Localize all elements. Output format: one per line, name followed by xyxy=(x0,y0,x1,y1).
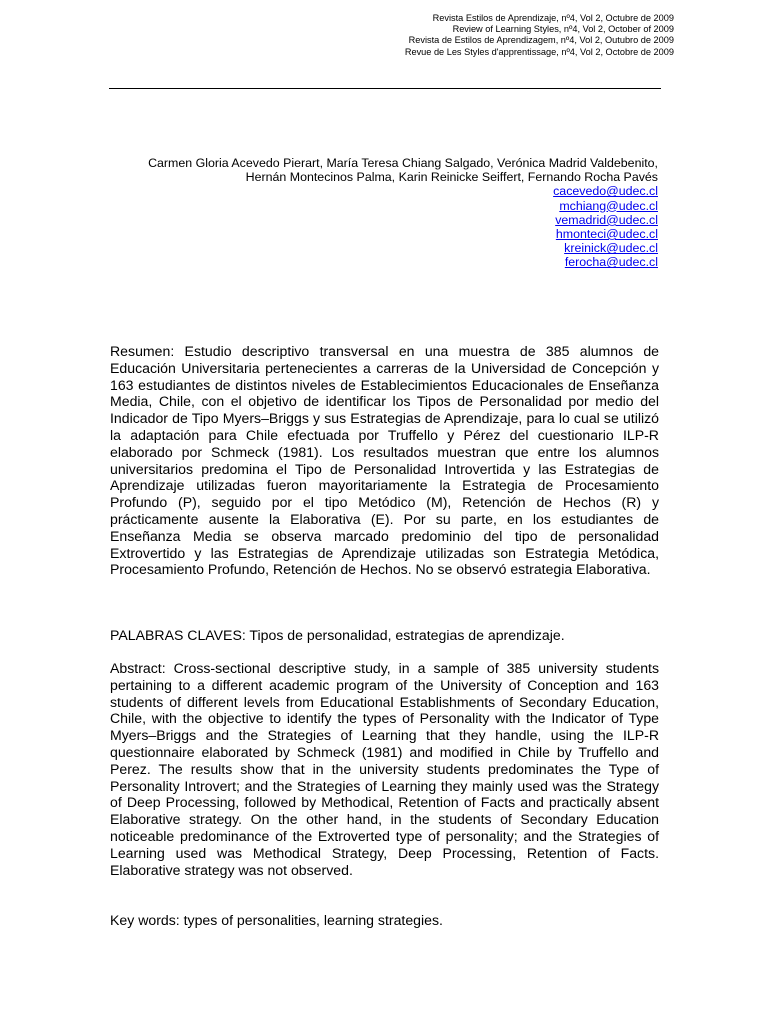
key-words-paragraph: Key words: types of personalities, learning strategies. xyxy=(110,912,443,928)
header-line-fr: Revue de Les Styles d'apprentissage, nº4, Vol 2, Octobre de 2009 xyxy=(404,46,674,57)
resumen-paragraph: Resumen: Estudio descriptivo transversal en una muestra de 385 alumnos de Educación Universitaria pertenecientes a carreras de la Universidad de Concepción y 163 estudiantes de distintos niveles de Establecimientos Educacionales de Enseñanza Media, Chile, con el objetivo de identificar los Tipos de Personalidad por medio del Indicador de Tipo Myers–Briggs y sus Estrategias de Aprendizaje, para lo cual se utilizó la adaptación para Chile efectuada por Truffello y Pérez del cuestionario ILP-R elaborado por Schmeck (1981). Los resultados muestran que entre los alumnos universitarios predomina el Tipo de Personalidad Introvertida y las Estrategias de Aprendizaje utilizadas fueron mayoritariamente la Estrategia de Procesamiento Profundo (P), seguido por el tipo Metódico (M), Retención de Hechos (R) y prácticamente ausente la Elaborativa (E). Por su parte, en los estudiantes de Enseñanza Media se observa marcado predominio del tipo de personalidad Extrovertido y las Estrategias de Aprendizaje utilizadas son Estrategia Metódica, Procesamiento Profundo, Retención de Hechos. No se observó estrategia Elaborativa. xyxy=(110,343,659,578)
header-divider xyxy=(109,88,661,89)
email-link[interactable]: mchiang@udec.cl xyxy=(559,198,658,213)
author-block xyxy=(58,156,658,270)
palabras-claves-section xyxy=(110,627,659,644)
resumen-section xyxy=(110,343,659,578)
key-words-section xyxy=(110,912,659,929)
author-names-line-1: Carmen Gloria Acevedo Pierart, María Teresa Chiang Salgado, Verónica Madrid Valdebenito, xyxy=(148,156,658,170)
palabras-claves-paragraph: PALABRAS CLAVES: Tipos de personalidad, estrategias de aprendizaje. xyxy=(110,627,565,643)
header-line-pt: Revista de Estilos de Aprendizagem, nº4, Vol 2, Outubro de 2009 xyxy=(408,35,674,46)
email-link[interactable]: hmonteci@udec.cl xyxy=(555,227,658,242)
email-link[interactable]: kreinick@udec.cl xyxy=(564,241,658,256)
email-link[interactable]: vemadrid@udec.cl xyxy=(555,212,658,227)
author-names-line-2: Hernán Montecinos Palma, Karin Reinicke Seiffert, Fernando Rocha Pavés xyxy=(245,170,658,185)
header-line-en: Review of Learning Styles, nº4, Vol 2, October of 2009 xyxy=(452,24,674,35)
header-line-es: Revista Estilos de Aprendizaje, nº4, Vol 2, Octubre de 2009 xyxy=(432,13,674,23)
email-link[interactable]: ferocha@udec.cl xyxy=(564,255,658,270)
abstract-section xyxy=(110,660,659,878)
email-link[interactable]: cacevedo@udec.cl xyxy=(553,184,658,199)
abstract-paragraph: Abstract: Cross-sectional descriptive study, in a sample of 385 university students pertaining to a different academic program of the University of Conception and 163 students of different levels from Educational Establishments of Secondary Education, Chile, with the objective to identify the types of Personality with the Indicator of Type Myers–Briggs and the Strategies of Learning that they handle, using the ILP-R questionnaire elaborated by Schmeck (1981) and modified in Chile by Truffello and Perez. The results show that in the university students predominates the Type of Personality Introvert; and the Strategies of Learning they mainly used was the Strategy of Deep Processing, followed by Methodical, Retention of Facts and practically absent Elaborative strategy. On the other hand, in the students of Secondary Education noticeable predominance of the Extroverted type of personality; and the Strategies of Learning used was Methodical Strategy, Deep Processing, Retention of Facts. Elaborative strategy was not observed. xyxy=(110,660,659,878)
journal-header xyxy=(405,13,674,58)
